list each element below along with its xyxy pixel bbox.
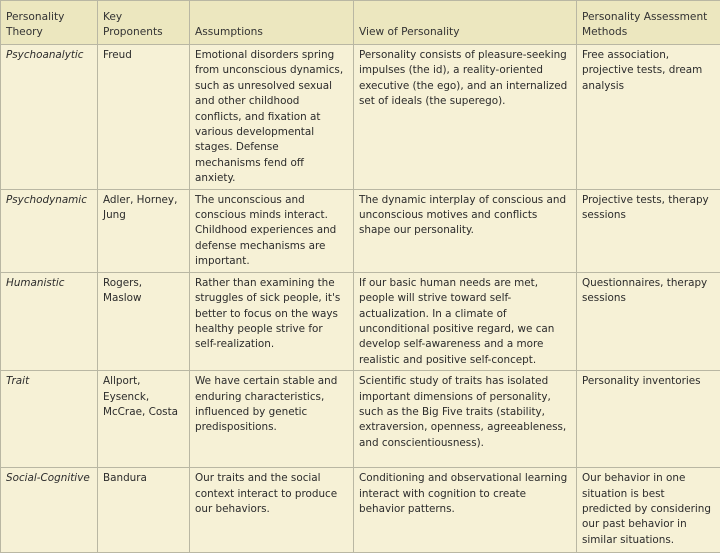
assumptions-cell: Emotional disorders spring from unconscious dynamics, such as unresolved sexual and other childhood conflicts, and fixation at various developmental stages. Defense mechanisms fend off anxiety. (190, 45, 354, 190)
methods-cell: Free association, projective tests, dream analysis (577, 45, 720, 190)
table-row (1, 272, 720, 370)
proponents-cell: Bandura (98, 468, 190, 553)
view-cell: Scientific study of traits has isolated important dimensions of personality, such as the Big Five traits (stability, extraversion, openness, agreeableness, and conscientiousness). (354, 371, 577, 468)
header-assessment-methods: Personality Assessment Methods (577, 1, 720, 45)
proponents-cell: Adler, Horney, Jung (98, 189, 190, 272)
methods-cell: Personality inventories (577, 371, 720, 468)
table-row (1, 189, 720, 272)
header-view-of-personality: View of Personality (354, 1, 577, 45)
assumptions-cell: Rather than examining the struggles of sick people, it's better to focus on the ways healthy people strive for self-realization. (190, 272, 354, 370)
view-cell: Personality consists of pleasure-seeking impulses (the id), a reality-oriented executive (the ego), and an internalized set of ideals (the superego). (354, 45, 577, 190)
view-cell: If our basic human needs are met, people will strive toward self-actualization. In a climate of unconditional positive regard, we can develop self-awareness and a more realistic and positive self-concept. (354, 272, 577, 370)
table-row (1, 45, 720, 190)
proponents-cell: Freud (98, 45, 190, 190)
assumptions-cell: We have certain stable and enduring characteristics, influenced by genetic predispositions. (190, 371, 354, 468)
header-row (1, 1, 720, 45)
header-assumptions: Assumptions (190, 1, 354, 45)
header-key-proponents: Key Proponents (98, 1, 190, 45)
assumptions-cell: The unconscious and conscious minds interact. Childhood experiences and defense mechanisms are important. (190, 189, 354, 272)
methods-cell: Questionnaires, therapy sessions (577, 272, 720, 370)
table-row (1, 371, 720, 468)
header-personality-theory: Personality Theory (1, 1, 98, 45)
view-cell: Conditioning and observational learning interact with cognition to create behavior patterns. (354, 468, 577, 553)
view-cell: The dynamic interplay of conscious and unconscious motives and conflicts shape our personality. (354, 189, 577, 272)
theory-cell: Psychoanalytic (1, 45, 98, 190)
proponents-cell: Allport, Eysenck, McCrae, Costa (98, 371, 190, 468)
methods-cell: Our behavior in one situation is best predicted by considering our past behavior in similar situations. (577, 468, 720, 553)
methods-cell: Projective tests, therapy sessions (577, 189, 720, 272)
theory-cell: Social-Cognitive (1, 468, 98, 553)
theory-cell: Humanistic (1, 272, 98, 370)
assumptions-cell: Our traits and the social context interact to produce our behaviors. (190, 468, 354, 553)
proponents-cell: Rogers, Maslow (98, 272, 190, 370)
theory-cell: Trait (1, 371, 98, 468)
theory-cell: Psychodynamic (1, 189, 98, 272)
